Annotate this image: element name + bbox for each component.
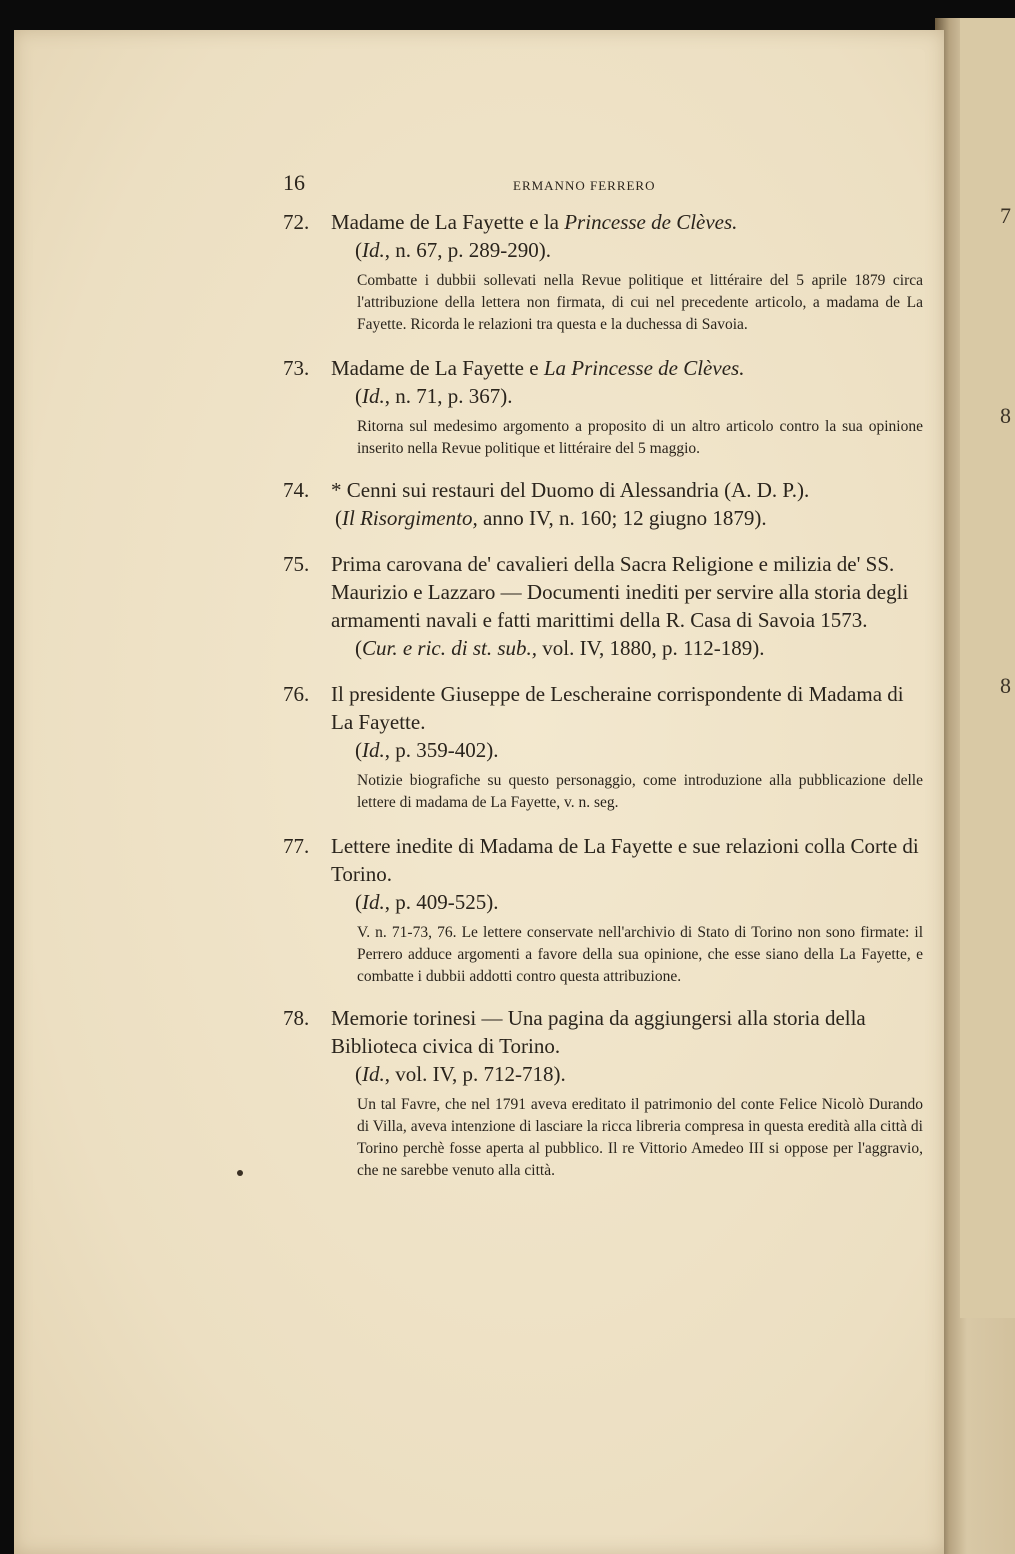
entry-title-text: Il presidente Giuseppe de Lescheraine corrispondente di Madama di La Fayette. xyxy=(331,682,904,734)
entry-title-text: Lettere inedite di Madama de La Fayette e sue relazioni colla Corte di Torino. xyxy=(331,834,919,886)
entry-note: Combatte i dubbii sollevati nella Revue politique et littéraire del 5 aprile 1879 circa l'attribuzione della lettera non firmata, di cui nel precedente articolo, a madama de La Fayette. Ricorda le relazioni tra questa e la duchessa di Savoia. xyxy=(357,272,923,333)
entry-title xyxy=(283,476,923,504)
bibliography-entry-74 xyxy=(283,476,923,532)
entry-title xyxy=(283,1004,923,1060)
entry-note: Notizie biografiche su questo personaggio, come introduzione alla pubblicazione delle lettere di madama de La Fayette, v. n. seg. xyxy=(357,772,923,811)
entry-title xyxy=(283,680,923,736)
entry-note: Un tal Favre, che nel 1791 aveva ereditato il patrimonio del conte Felice Nicolò Durando di Villa, aveva intenzione di lasciare la ricca libreria compresa in questa eredità alla città di Torino perchè fosse aperta al pubblico. Il re Vittorio Amedeo III si oppose per l'aggravio, che ne sarebbe venuto alla città. xyxy=(357,1096,923,1179)
entry-title-text: * Cenni sui restauri del Duomo di Alessandria (A. D. P.). xyxy=(331,478,810,502)
entry-number: 78. xyxy=(283,1006,310,1030)
page-header xyxy=(283,170,923,202)
citation-source: Id. xyxy=(362,384,385,408)
next-page-fragment: 7 xyxy=(1000,203,1011,228)
entry-title xyxy=(283,832,923,888)
next-page-edge xyxy=(960,18,1015,1318)
citation-detail: , n. 67, p. 289-290). xyxy=(384,238,551,262)
bibliography-entry-72 xyxy=(283,208,923,336)
entry-number: 73. xyxy=(283,356,310,380)
entry-title-text: Madame de La Fayette e la xyxy=(331,210,565,234)
entry-title xyxy=(283,354,923,382)
bibliography-entry-73 xyxy=(283,354,923,460)
entry-citation: (Il Risorgimento, anno IV, n. 160; 12 giugno 1879). xyxy=(335,506,767,530)
bibliography-entry-78 xyxy=(283,1004,923,1182)
entry-title-italic: La Princesse de Clèves. xyxy=(543,356,745,380)
entry-title-text: Memorie torinesi — Una pagina da aggiungersi alla storia della Biblioteca civica di Torino. xyxy=(331,1006,866,1058)
entry-citation: (Id., p. 409-525). xyxy=(355,890,499,914)
citation-detail: , n. 71, p. 367). xyxy=(384,384,513,408)
page-content xyxy=(283,170,923,1182)
entry-number: 72. xyxy=(283,210,310,234)
citation-source: Id. xyxy=(362,890,385,914)
next-page-fragment: 8 xyxy=(1000,403,1011,428)
citation-detail: , p. 359-402). xyxy=(384,738,499,762)
entry-title xyxy=(283,208,923,236)
running-head: ERMANNO FERRERO xyxy=(513,178,656,193)
bibliography-entry-75 xyxy=(283,550,923,662)
citation-source: Id. xyxy=(362,1062,385,1086)
citation-source: Il Risorgimento, xyxy=(342,506,478,530)
bibliography-entry-77 xyxy=(283,832,923,988)
entry-title-text: Madame de La Fayette e xyxy=(331,356,544,380)
entry-number: 76. xyxy=(283,682,310,706)
entry-citation: (Id., n. 71, p. 367). xyxy=(355,384,513,408)
entry-note: V. n. 71-73, 76. Le lettere conservate nell'archivio di Stato di Torino non sono firmate: il Perrero adduce argomenti a favore della sua opinione, che esse siano della La Fayette, e combatte i dubbii addotti contro questa attribuzione. xyxy=(357,924,923,985)
citation-detail: , vol. IV, p. 712-718). xyxy=(384,1062,566,1086)
entry-citation: (Id., n. 67, p. 289-290). xyxy=(355,238,551,262)
entry-number: 74. xyxy=(283,478,310,502)
citation-source: Id. xyxy=(362,738,385,762)
entry-note: Ritorna sul medesimo argomento a proposito di un altro articolo contro la sua opinione inserito nella Revue politique et littéraire del 5 maggio. xyxy=(357,418,923,457)
entry-number: 77. xyxy=(283,834,310,858)
bibliography-entry-76 xyxy=(283,680,923,814)
entry-citation: (Id., p. 359-402). xyxy=(355,738,499,762)
entry-number: 75. xyxy=(283,552,310,576)
entry-title-text: Prima carovana de' cavalieri della Sacra Religione e milizia de' SS. Maurizio e Lazzaro — Documenti inediti per servire alla storia degli armamenti navali e fatti marittimi della R. Casa di Savoia 1573. xyxy=(331,552,909,632)
next-page-fragment: 8 xyxy=(1000,673,1011,698)
ink-spot xyxy=(237,1170,243,1176)
citation-detail: anno IV, n. 160; 12 giugno 1879). xyxy=(477,506,767,530)
entry-citation: (Id., vol. IV, p. 712-718). xyxy=(355,1062,566,1086)
citation-source: Id. xyxy=(362,238,385,262)
citation-source: Cur. e ric. di st. sub., xyxy=(362,636,538,660)
entry-title-italic: Princesse de Clèves. xyxy=(564,210,738,234)
page-number: 16 xyxy=(283,170,305,195)
citation-detail: vol. IV, 1880, p. 112-189). xyxy=(537,636,765,660)
citation-detail: , p. 409-525). xyxy=(384,890,499,914)
entry-citation: (Cur. e ric. di st. sub., vol. IV, 1880, p. 112-189). xyxy=(355,636,765,660)
entry-title xyxy=(283,550,923,634)
